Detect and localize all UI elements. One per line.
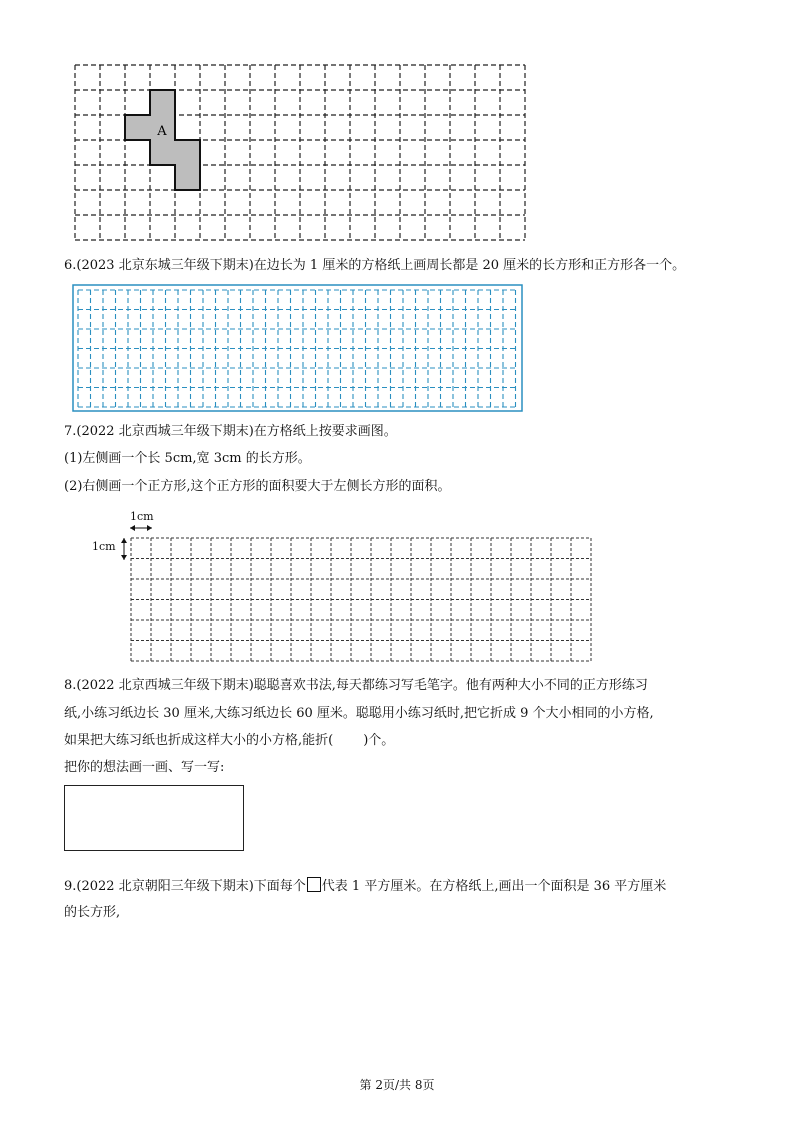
q7-body: 在方格纸上按要求画图。 <box>253 424 397 439</box>
q7-sub1: (1)左侧画一个长 5cm,宽 3cm 的长方形。 <box>64 451 311 466</box>
q9-line2: 的长方形, <box>64 905 121 920</box>
shape-a-label: A <box>157 124 167 139</box>
page-footer: 第 2页/共 8页 <box>359 1078 435 1092</box>
q6-number: 6. <box>64 258 77 273</box>
q9-line1 <box>64 877 666 895</box>
q7-source: (2022 北京西城三年级下期末) <box>76 424 254 439</box>
q9-source: (2022 北京朝阳三年级下期末) <box>76 879 254 894</box>
q8-line3-b: )个。 <box>363 733 395 748</box>
q8-line1-text: 聪聪喜欢书法,每天都练习写毛笔字。他有两种大小不同的正方形练习 <box>253 678 648 693</box>
shape-a <box>125 90 200 190</box>
q8-answer-box[interactable] <box>64 785 244 851</box>
q6-source: (2023 北京东城三年级下期末) <box>76 258 254 273</box>
q7-grid-figure <box>130 537 592 665</box>
q8-line3 <box>64 733 394 749</box>
q8-line3-a: 如果把大练习纸也折成这样大小的小方格,能折( <box>64 733 334 748</box>
q9-number: 9. <box>64 879 77 894</box>
q7-sub2: (2)右侧画一个正方形,这个正方形的面积要大于左侧长方形的面积。 <box>64 479 451 494</box>
unit-square-icon <box>307 877 321 892</box>
q8-prompt: 把你的想法画一画、写一写: <box>64 760 225 775</box>
q8-source: (2022 北京西城三年级下期末) <box>76 678 254 693</box>
q7-scale-v-label: 1cm <box>92 540 116 553</box>
top-grid-lines <box>75 65 525 240</box>
q6-grid-lines <box>78 290 516 407</box>
q6-body: 在边长为 1 厘米的方格纸上画周长都是 20 厘米的长方形和正方形各一个。 <box>253 258 686 273</box>
q7-grid-lines <box>131 538 591 661</box>
q7-scale-h-label: 1cm <box>130 510 154 523</box>
q7-text <box>64 424 397 440</box>
q8-line2: 纸,小练习纸边长 30 厘米,大练习纸边长 60 厘米。聪聪用小练习纸时,把它折成 9 个大小相同的小方格, <box>64 706 654 721</box>
q9-text-b: 代表 1 平方厘米。在方格纸上,画出一个面积是 36 平方厘米 <box>321 879 667 894</box>
q6-grid-figure <box>72 284 524 412</box>
q7-number: 7. <box>64 424 77 439</box>
q8-number: 8. <box>64 678 77 693</box>
q8-line1 <box>64 678 648 694</box>
q6-text <box>64 258 685 274</box>
q9-text-a: 下面每个 <box>253 879 306 894</box>
top-grid-figure <box>72 62 532 242</box>
